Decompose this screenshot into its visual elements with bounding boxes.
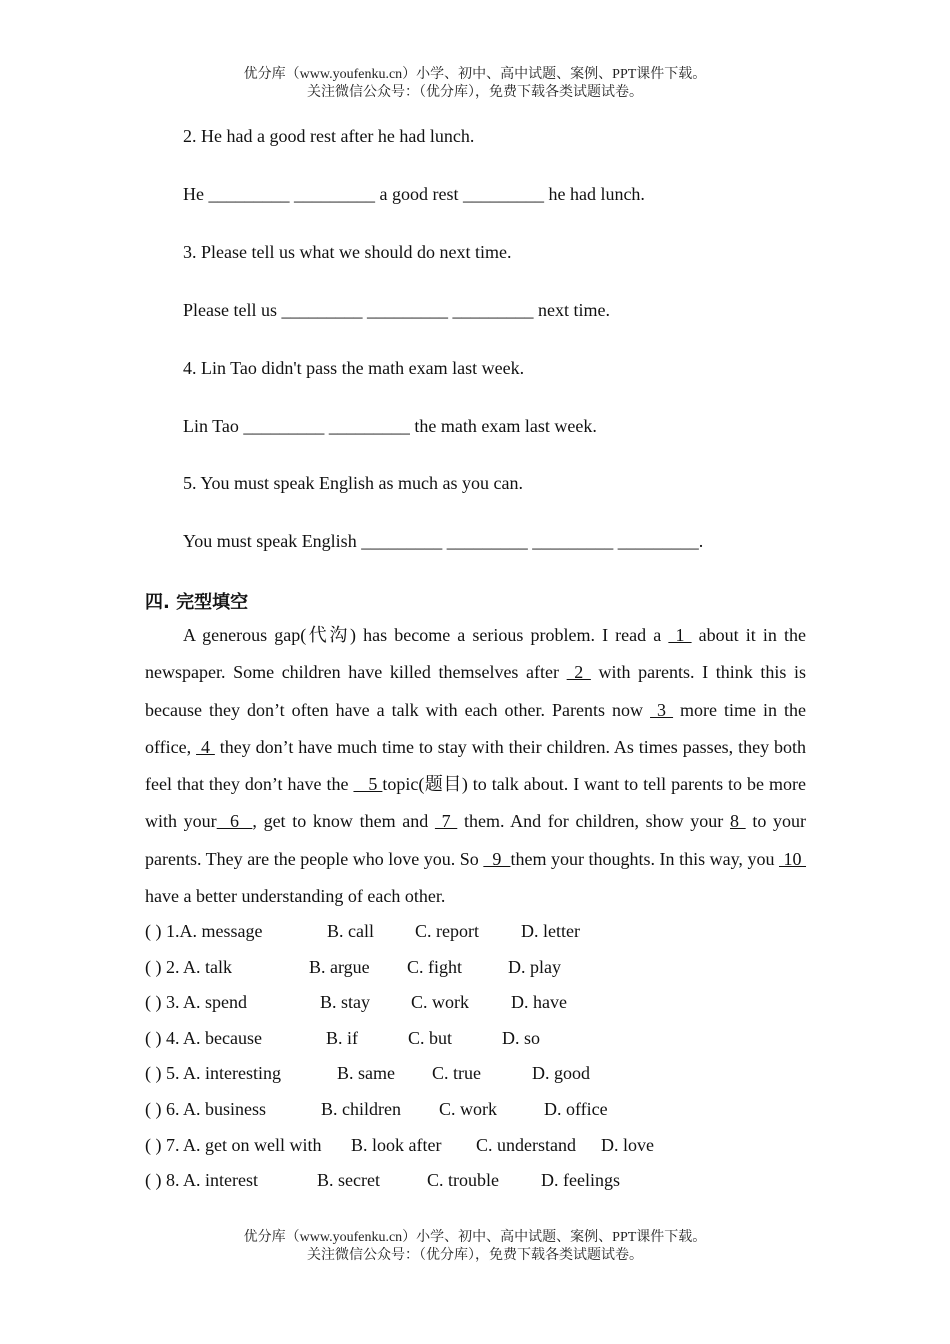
rewrite-3-target: Please tell us _________ _________ _________ next time. <box>183 300 610 320</box>
option-d: D. play <box>508 956 561 977</box>
option-c: C. fight <box>407 956 463 977</box>
blank-gap: 4 <box>196 736 215 757</box>
blank-gap: 3 <box>650 699 674 720</box>
option-d: D. have <box>511 992 567 1013</box>
blank-gap: 9 <box>483 848 511 869</box>
rewrite-2-target: He _________ _________ a good rest _________ he had lunch. <box>183 184 645 204</box>
option-b: B. if <box>326 1027 359 1048</box>
option-b: B. argue <box>309 956 370 977</box>
blank-gap: 2 <box>566 662 591 683</box>
question-number-option-a: ( ) 4. A. because <box>145 1027 262 1048</box>
option-b: B. secret <box>317 1170 380 1191</box>
option-b: B. stay <box>320 992 371 1013</box>
blank-gap: 10 <box>778 848 807 869</box>
page-footer <box>0 1229 950 1265</box>
option-d: D. feelings <box>541 1170 620 1191</box>
question-number-option-a: ( ) 1.A. message <box>145 921 263 941</box>
option-c: C. work <box>411 992 469 1013</box>
rewrite-4-target: Lin Tao _________ _________ the math exam last week. <box>183 416 597 436</box>
option-b: B. same <box>337 1063 395 1084</box>
option-d: D. office <box>544 1099 608 1119</box>
rewrite-5-original: 5. You must speak English as much as you can. <box>183 473 523 493</box>
footer-line-2: 关注微信公众号：（优分库），免费下载各类试题试卷。 <box>307 1248 643 1263</box>
cloze-passage <box>145 617 806 915</box>
blank-gap: 1 <box>668 625 692 645</box>
blank-gap: 8 <box>729 811 746 832</box>
option-b: B. children <box>321 1099 401 1119</box>
question-number-option-a: ( ) 7. A. get on well with <box>145 1134 322 1155</box>
passage-text: with parents. I think this is because they don’t often have a talk with each other. Parents now <box>145 662 806 720</box>
option-c: C. trouble <box>427 1170 499 1191</box>
option-c: C. but <box>408 1027 453 1048</box>
option-d: D. good <box>532 1063 590 1084</box>
header-line-2: 关注微信公众号：（优分库），免费下载各类试题试卷。 <box>307 85 643 100</box>
passage-text: them your thoughts. In this way, you <box>510 848 779 869</box>
rewrite-5-target: You must speak English _________ _________ _________ _________. <box>183 531 704 551</box>
passage-text: them. And for children, show your <box>457 811 730 832</box>
header-line-1: 优分库（www.youfenku.cn）小学、初中、高中试题、案例、PPT课件下载。 <box>243 67 707 82</box>
rewrite-4-original: 4. Lin Tao didn't pass the math exam last week. <box>183 358 525 378</box>
option-d: D. letter <box>521 921 580 941</box>
blank-gap: 5 <box>353 774 383 795</box>
passage-text: they don’t have much time to stay with their children. As times passes, they both feel that they don’t have the <box>145 736 806 795</box>
option-c: C. true <box>432 1063 481 1084</box>
option-b: B. look after <box>351 1134 442 1155</box>
question-number-option-a: ( ) 3. A. spend <box>145 992 247 1013</box>
question-number-option-a: ( ) 6. A. business <box>145 1099 266 1119</box>
option-c: C. work <box>439 1099 497 1119</box>
rewrite-2-original: 2. He had a good rest after he had lunch. <box>183 126 475 146</box>
question-number-option-a: ( ) 2. A. talk <box>145 956 232 977</box>
blank-gap: 6 <box>216 811 253 832</box>
page-header <box>0 66 950 102</box>
option-c: C. report <box>415 921 479 941</box>
passage-text: topic(题目) to talk about. I want to tell parents to be more with your <box>145 774 806 832</box>
rewrite-3-original: 3. Please tell us what we should do next time. <box>183 242 512 262</box>
passage-text: about it in the newspaper. Some children have killed themselves after <box>145 625 806 683</box>
footer-line-1: 优分库（www.youfenku.cn）小学、初中、高中试题、案例、PPT课件下载。 <box>243 1230 707 1245</box>
passage-text: to your parents. They are the people who love you. So <box>145 811 807 869</box>
passage-text: , get to know them and <box>252 811 435 832</box>
question-number-option-a: ( ) 8. A. interest <box>145 1170 258 1191</box>
passage-text: more time in the office, <box>145 699 807 757</box>
passage-text: A generous gap(代沟) has become a serious problem. I read a <box>183 625 669 645</box>
option-d: D. love <box>601 1134 654 1155</box>
section-4-title: 四. 完型填空 <box>145 592 249 613</box>
option-c: C. understand <box>476 1134 576 1155</box>
blank-gap: 7 <box>434 811 458 832</box>
passage-text: have a better understanding of each other. <box>145 886 446 907</box>
option-b: B. call <box>327 921 374 941</box>
question-number-option-a: ( ) 5. A. interesting <box>145 1063 281 1084</box>
option-d: D. so <box>502 1027 541 1048</box>
